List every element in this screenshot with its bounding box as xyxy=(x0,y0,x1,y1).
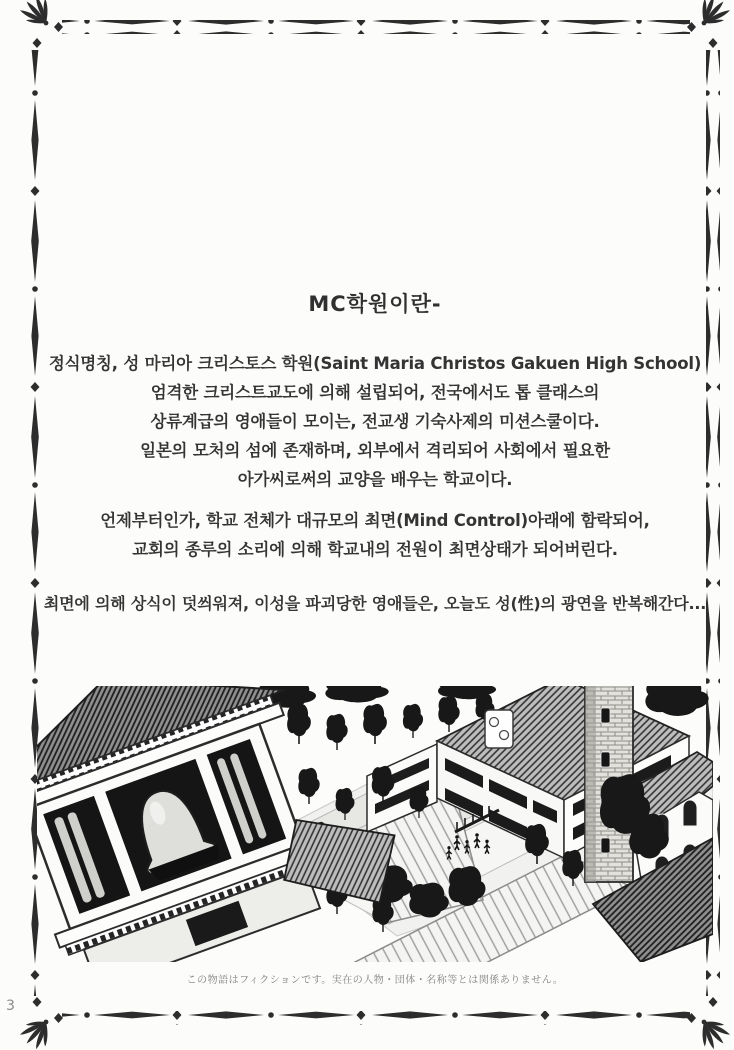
corner-flourish-top-right xyxy=(687,0,731,48)
body-line: 교회의 종루의 소리에 의해 학교내의 전원이 최면상태가 되어버린다. xyxy=(132,540,618,559)
corner-flourish-bottom-left xyxy=(19,997,63,1050)
body-line: 최면에 의해 상식이 덧씌워져, 이성을 파괴당한 영애들은, 오늘도 성(性)의 광연을 반복해간다... xyxy=(43,594,707,613)
campus-illustration xyxy=(37,686,713,962)
corner-flourish-bottom-right xyxy=(687,997,731,1050)
body-line: 엄격한 크리스트교도에 의해 설립되어, 전국에서도 톱 클래스의 xyxy=(150,383,600,402)
body-paragraph-mind-control xyxy=(37,506,713,564)
body-line: 정식명칭, 성 마리아 크리스토스 학원(Saint Maria Christos Gakuen High School) xyxy=(48,354,702,373)
page-number: 3 xyxy=(6,998,15,1014)
body-line: 언제부터인가, 학교 전체가 대규모의 최면(Mind Control)아래에 함락되어, xyxy=(100,511,650,530)
fiction-disclaimer: この物語はフィクションです。実在の人物・団体・名称等とは関係ありません。 xyxy=(186,975,564,986)
corner-flourish-top-left xyxy=(19,0,63,48)
body-line: 상류계급의 영애들이 모이는, 전교생 기숙사제의 미션스쿨이다. xyxy=(150,412,600,431)
body-paragraph-conclusion xyxy=(37,589,713,618)
border-bottom xyxy=(62,1011,690,1025)
border-top xyxy=(62,20,690,34)
body-line: 아가씨로써의 교양을 배우는 학교이다. xyxy=(237,470,513,489)
body-paragraph-school-intro xyxy=(37,349,713,494)
page-title: MC학원이란- xyxy=(308,292,442,316)
body-line: 일본의 모처의 섬에 존재하며, 외부에서 격리되어 사회에서 필요한 xyxy=(140,441,610,460)
